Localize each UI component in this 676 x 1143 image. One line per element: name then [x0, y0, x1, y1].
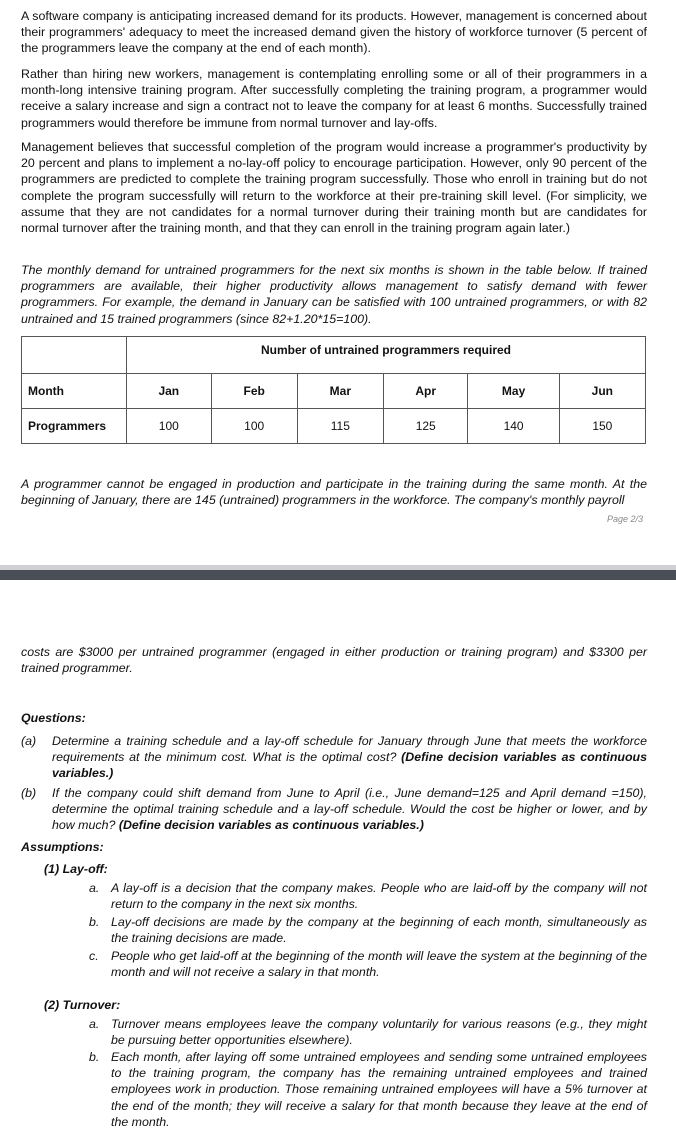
turnover-item-a-text: Turnover means employees leave the company voluntarily for various reasons (e.g., they might be pursuing better opportunities elsewhere).: [111, 1017, 647, 1048]
turnover-item-b-text: Each month, after laying off some untrained employees and sending some untrained employees to the training program, the company has the remaining untrained employees and trained employees work in production. Those remaining untrained employees will have a 5% turnover at the end of the month; they will receive a salary for that month because they leave at the end of the month.: [111, 1050, 647, 1129]
month-cell: Jan: [127, 374, 212, 409]
question-a-text: [52, 733, 647, 782]
value-cell: 150: [559, 409, 645, 444]
layoff-item-a-text: A lay-off is a decision that the company makes. People who are laid-off by the company will not return to the company in the next six months.: [111, 881, 647, 912]
value-cell: 115: [297, 409, 383, 444]
question-a-body: Determine a training schedule and a lay-off schedule for January through June that meets the workforce requirements at the minimum cost. What is the optimal cost?: [52, 734, 647, 765]
question-b-body: If the company could shift demand from June to April (i.e., June demand=125 and April demand =150), determine the optimal training schedule and a lay-off schedule. Would the cost be higher or lower, and by how much?: [52, 786, 647, 833]
turnover-item-a-num: a.: [89, 1017, 100, 1031]
layoff-item-c: [89, 948, 647, 980]
question-b-note: (Define decision variables as continuous variables.): [118, 818, 424, 833]
production-paragraph: A programmer cannot be engaged in production and participate in the training during the same month. At the beginning of January, there are 145 (untrained) programmers in the workforce. The company's monthly payroll: [21, 477, 647, 508]
table-header: Number of untrained programmers required: [127, 337, 646, 374]
month-label: Month: [22, 374, 127, 409]
month-cell: Mar: [297, 374, 383, 409]
question-b-text: [52, 785, 647, 834]
layoff-item-b-text: Lay-off decisions are made by the company at the beginning of each month, simultaneously as the training decisions are made.: [111, 915, 647, 946]
layoff-item-c-num: c.: [89, 949, 99, 963]
value-cell: 100: [127, 409, 212, 444]
training-paragraph: Rather than hiring new workers, management is contemplating enrolling some or all of their programmers in a month-long intensive training program. After successfully completing the training program, a programmer would receive a salary increase and sign a contract not to leave the company for at least 6 months. Successfully trained programmers would therefore be immune from normal turnover and lay-offs.: [21, 67, 647, 130]
intro-paragraph: A software company is anticipating increased demand for its products. However, management is concerned about their programmers' adequacy to meet the increased demand given the history of workforce turnover (5 percent of the programmers leave the company at the end of each month).: [21, 9, 647, 56]
table-row: [22, 409, 646, 444]
turnover-heading: (2) Turnover:: [44, 998, 121, 1012]
programmers-label: Programmers: [22, 409, 127, 444]
page-separator: [0, 570, 676, 580]
layoff-heading: (1) Lay-off:: [44, 862, 108, 876]
table-row: [22, 374, 646, 409]
turnover-item-a: [89, 1016, 647, 1048]
page-number: Page 2/3: [606, 514, 643, 524]
question-b: [21, 785, 647, 834]
question-a-number: (a): [21, 734, 37, 748]
layoff-item-b: [89, 914, 647, 946]
question-a: [21, 733, 647, 782]
question-a-note: (Define decision variables as continuous variables.): [52, 750, 647, 781]
layoff-item-b-num: b.: [89, 915, 100, 929]
value-cell: 125: [383, 409, 468, 444]
demand-table: [21, 336, 646, 444]
table-corner-cell: [22, 337, 127, 374]
payroll-paragraph: costs are $3000 per untrained programmer (engaged in either production or training program) and $3300 per trained programmer.: [21, 645, 647, 676]
month-cell: May: [468, 374, 559, 409]
turnover-item-b-num: b.: [89, 1050, 100, 1064]
layoff-item-c-text: People who get laid-off at the beginning of the month will leave the system at the beginning of the month and will not receive a salary in that month.: [111, 949, 647, 980]
question-b-number: (b): [21, 786, 37, 800]
month-cell: Apr: [383, 374, 468, 409]
month-cell: Jun: [559, 374, 645, 409]
assumptions-heading: Assumptions:: [21, 840, 104, 854]
month-cell: Feb: [211, 374, 297, 409]
demand-paragraph: The monthly demand for untrained programmers for the next six months is shown in the table below. If trained programmers are available, their higher productivity allows management to satisfy demand with fewer programmers. For example, the demand in January can be satisfied with 100 untrained programmers, or with 82 untrained and 15 trained programmers (since 82+1.20*15=100).: [21, 263, 647, 326]
layoff-item-a: [89, 880, 647, 912]
questions-heading: Questions:: [21, 711, 86, 725]
management-paragraph: Management believes that successful completion of the program would increase a programmer's productivity by 20 percent and plans to implement a no-lay-off policy to encourage participation. However, only 90 percent of the programmers are predicted to complete the training program successfully. Those who enroll in training but do not complete the program successfully will return to the workforce at their pre-training skill level. (For simplicity, we assume that they are not candidates for a normal turnover during their training month but are candidates for normal turnover after the training month, and that they can enroll in the training program again later.): [21, 140, 647, 236]
value-cell: 140: [468, 409, 559, 444]
turnover-item-b: [89, 1049, 647, 1130]
value-cell: 100: [211, 409, 297, 444]
layoff-item-a-num: a.: [89, 881, 100, 895]
